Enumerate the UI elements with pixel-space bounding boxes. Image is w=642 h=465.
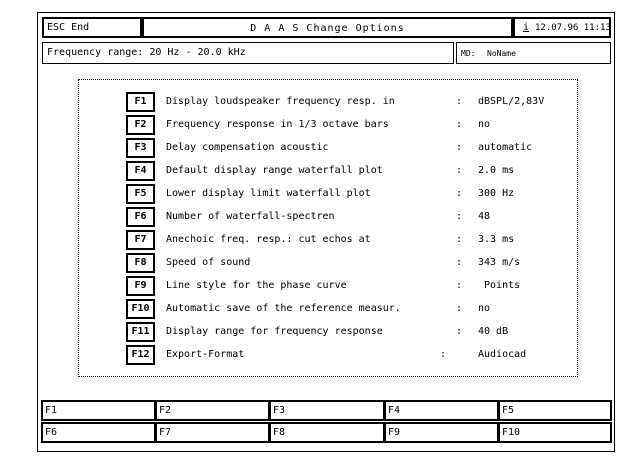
option-label: Automatic save of the reference measur. (166, 303, 401, 314)
option-colon: : (456, 280, 463, 291)
option-value[interactable]: no (478, 119, 491, 130)
option-value[interactable]: Points (478, 280, 521, 291)
function-key-f7[interactable]: F7 (155, 422, 270, 443)
function-key-f10[interactable]: F10 (498, 422, 612, 443)
option-key-f5[interactable]: F5 (126, 184, 155, 204)
option-colon: : (456, 119, 463, 130)
option-label: Frequency response in 1/3 octave bars (166, 119, 389, 130)
option-value[interactable]: no (478, 303, 491, 314)
option-key-f3[interactable]: F3 (126, 138, 155, 158)
function-key-f6[interactable]: F6 (41, 422, 156, 443)
option-value[interactable]: 343 m/s (478, 257, 521, 268)
option-key-f9[interactable]: F9 (126, 276, 155, 296)
option-colon: : (456, 303, 463, 314)
function-key-f3[interactable]: F3 (269, 400, 385, 421)
md-label: MD: (461, 49, 476, 58)
option-colon: : (440, 349, 447, 360)
option-value[interactable]: 2.0 ms (478, 165, 515, 176)
option-value[interactable]: 3.3 ms (478, 234, 515, 245)
option-value[interactable]: automatic (478, 142, 533, 153)
option-label: Export-Format (166, 349, 245, 360)
option-label: Display loudspeaker frequency resp. in (166, 96, 395, 107)
option-label: Number of waterfall-spectren (166, 211, 335, 222)
option-key-f12[interactable]: F12 (126, 345, 155, 365)
function-key-f9[interactable]: F9 (384, 422, 499, 443)
option-colon: : (456, 142, 463, 153)
datetime-box (513, 17, 611, 38)
option-label: Display range for frequency response (166, 326, 383, 337)
title-bar (142, 17, 513, 38)
esc-end-label: ESC End (47, 22, 90, 33)
option-key-f6[interactable]: F6 (126, 207, 155, 227)
frequency-range: Frequency range: 20 Hz - 20.0 kHz (47, 47, 246, 58)
option-label: Default display range waterfall plot (166, 165, 383, 176)
option-key-f11[interactable]: F11 (126, 322, 155, 342)
option-key-f4[interactable]: F4 (126, 161, 155, 181)
function-key-f4[interactable]: F4 (384, 400, 499, 421)
option-label: Lower display limit waterfall plot (166, 188, 371, 199)
option-colon: : (456, 188, 463, 199)
option-label: Delay compensation acoustic (166, 142, 329, 153)
function-key-f2[interactable]: F2 (155, 400, 270, 421)
option-colon: : (456, 326, 463, 337)
option-value[interactable]: dBSPL/2,83V (478, 96, 545, 107)
page-title: D A A S Change Options (250, 23, 405, 34)
option-key-f10[interactable]: F10 (126, 299, 155, 319)
option-colon: : (456, 96, 463, 107)
md-value: NoName (487, 49, 516, 58)
option-value[interactable]: 40 dB (478, 326, 509, 337)
option-key-f8[interactable]: F8 (126, 253, 155, 273)
datetime: 12.07.96 11:13 (535, 23, 611, 33)
option-value[interactable]: Audiocad (478, 349, 527, 360)
option-value[interactable]: 300 Hz (478, 188, 515, 199)
md-box (456, 42, 611, 64)
option-colon: : (456, 234, 463, 245)
esc-end-button[interactable] (42, 17, 142, 38)
option-value[interactable]: 48 (478, 211, 491, 222)
option-label: Speed of sound (166, 257, 251, 268)
option-key-f2[interactable]: F2 (126, 115, 155, 135)
option-key-f1[interactable]: F1 (126, 92, 155, 112)
option-key-f7[interactable]: F7 (126, 230, 155, 250)
function-key-f8[interactable]: F8 (269, 422, 385, 443)
function-key-f1[interactable]: F1 (41, 400, 156, 421)
option-label: Line style for the phase curve (166, 280, 347, 291)
option-colon: : (456, 211, 463, 222)
option-label: Anechoic freq. resp.: cut echos at (166, 234, 371, 245)
frequency-range-box (42, 42, 454, 64)
function-key-f5[interactable]: F5 (498, 400, 612, 421)
info-icon[interactable]: i (523, 22, 530, 33)
option-colon: : (456, 165, 463, 176)
option-colon: : (456, 257, 463, 268)
